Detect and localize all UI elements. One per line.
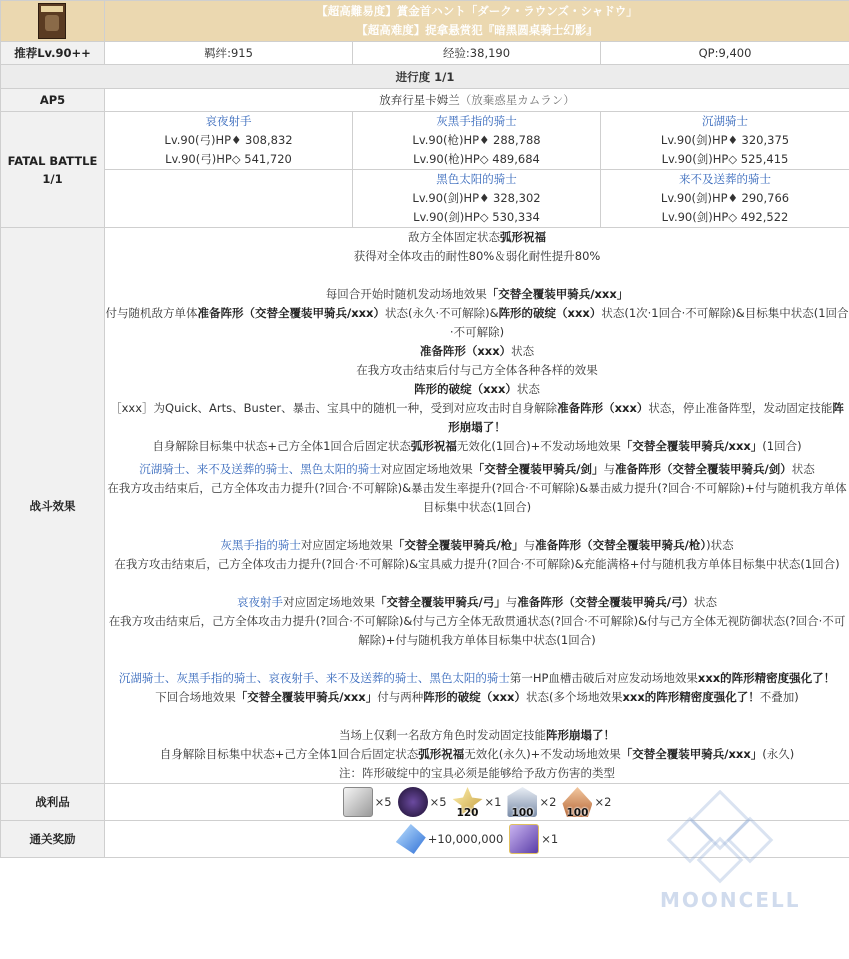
enemy-hp-line: Lv.90(剑)HP◇ 492,522 <box>661 210 789 224</box>
requirement-row <box>1 42 849 65</box>
loot-label: 战利品 <box>1 784 105 821</box>
enemy-link[interactable]: 灰黑手指的骑士 <box>220 538 301 552</box>
effect-line <box>105 688 849 707</box>
effect-line <box>105 593 849 612</box>
reward-item[interactable]: ×1 <box>509 824 558 854</box>
loot-item[interactable]: 100 ×2 <box>507 787 556 817</box>
effect-text: 敌方全体固定状态 <box>408 230 500 244</box>
effect-text: 付与两种 <box>377 690 424 704</box>
effect-line <box>105 228 849 247</box>
fatal-battle-title: FATAL BATTLE <box>7 153 98 168</box>
effects-content <box>105 228 849 784</box>
fatal-battle-count: 1/1 <box>42 171 63 186</box>
enemy-hp-line: Lv.90(弓)HP♦ 308,832 <box>164 133 293 147</box>
effect-line <box>105 726 849 745</box>
effect-text: 状态 <box>511 344 535 358</box>
reward-row <box>1 821 849 858</box>
silver-ornament-icon <box>343 787 373 817</box>
enemy-link[interactable]: 沉湖骑士、来不及送葬的骑士、黑色太阳的骑士 <box>139 462 381 476</box>
ap-label: AP5 <box>1 89 105 112</box>
effect-text: 自身解除目标集中状态+己方全体1回合后固定状态 <box>159 747 419 761</box>
effect-text: 状态(多个场地效果 <box>525 690 623 704</box>
effect-text: 当场上仅剩一名敌方角色时发动固定技能 <box>339 728 546 742</box>
craft-essence-card-icon <box>509 824 539 854</box>
effect-line <box>105 304 849 342</box>
enemy-name-link[interactable]: 来不及送葬的骑士 <box>679 172 771 186</box>
enemy-cell <box>601 170 849 228</box>
enemy-link[interactable]: 沉湖骑士、灰黑手指的骑士、哀夜射手、来不及送葬的骑士、黑色太阳的骑士 <box>118 671 510 685</box>
effect-keyword: 阵形的破绽（xxx） <box>423 690 526 704</box>
bond-value: 羁绊:915 <box>105 42 353 65</box>
enemy-name-link[interactable]: 黑色太阳的骑士 <box>436 172 517 186</box>
effect-text: 状态(永久·不可解除)& <box>384 306 499 320</box>
effect-text: 与 <box>505 595 518 609</box>
title-cn: 【超高难度】捉拿悬赏犯『暗黑圆桌骑士幻影』 <box>356 23 598 37</box>
qp-crystal-icon <box>396 824 426 854</box>
effect-line: 在我方攻击结束后，己方全体攻击力提升(?回合·不可解除)&宝具威力提升(?回合·不可解除)&充能满格+付与随机我方单体目标集中状态(1回合) <box>114 557 840 571</box>
effect-text: 状态(1次·1回合·不可解除)&目标集中状态(1回合·不可解除) <box>449 306 849 339</box>
enemy-hp-line: Lv.90(剑)HP◇ 530,334 <box>413 210 540 224</box>
empty-enemy-cell <box>105 170 353 228</box>
effect-keyword: 准备阵形（交替全覆装甲骑兵/弓） <box>517 595 694 609</box>
effect-line <box>105 669 849 688</box>
effect-keyword: 弧形祝福 <box>410 439 457 453</box>
effect-line <box>105 342 849 361</box>
effect-keyword: 「交替全覆装甲骑兵/弓」 <box>375 595 506 609</box>
qp-value: QP:9,400 <box>601 42 849 65</box>
effect-line: 在我方攻击结束后付与己方全体各种各样的效果 <box>356 363 598 377</box>
effect-text: 与 <box>603 462 615 476</box>
effect-text: ［xxx］为Quick、Arts、Buster、暴击、宝具中的随机一种，受到对应攻击时自身解除 <box>110 401 558 415</box>
stage-name-jp: （放棄惑星カムラン） <box>459 93 575 107</box>
recommended-level: 推荐Lv.90++ <box>1 42 105 65</box>
loot-item[interactable]: ×5 <box>343 787 392 817</box>
enemy-hp-line: Lv.90(枪)HP♦ 288,788 <box>412 133 541 147</box>
effect-line <box>105 399 849 437</box>
progress-row <box>1 65 849 89</box>
effect-keyword: xxx的阵形精密度强化了！ <box>622 690 760 704</box>
effect-text: 付与随机敌方单体 <box>105 306 198 320</box>
effect-keyword: 「交替全覆装甲骑兵/xxx」 <box>620 439 763 453</box>
effect-text: 对应固定场地效果 <box>283 595 376 609</box>
header-title-cell <box>105 1 849 42</box>
effect-text: 状态 <box>693 595 717 609</box>
enemy-cell <box>105 112 353 170</box>
effect-line: 在我方攻击结束后，己方全体攻击力提升(?回合·不可解除)&付与己方全体无敌贯通状态(?回合·不可解除)&付与己方全体无视防御状态(?回合·不可解除)+付与随机我方单体目标集中状态(1回合) <box>108 614 846 647</box>
enemy-name-link[interactable]: 哀夜射手 <box>205 114 252 128</box>
loot-item[interactable]: 120 ×1 <box>453 787 502 817</box>
effect-keyword: 准备阵形（交替全覆装甲骑兵/剑） <box>615 462 792 476</box>
enemy-hp-line: Lv.90(弓)HP◇ 541,720 <box>165 152 292 166</box>
effect-keyword: 「交替全覆装甲骑兵/剑」 <box>472 462 604 476</box>
gold-star-icon: 120 <box>453 787 483 817</box>
effect-line <box>105 460 849 479</box>
header-icon-cell <box>1 1 105 42</box>
effect-text: 状态 <box>791 462 815 476</box>
enemy-hp-line: Lv.90(剑)HP♦ 328,302 <box>412 191 541 205</box>
enemy-hp-line: Lv.90(剑)HP◇ 525,415 <box>661 152 789 166</box>
effect-text: 下回合场地效果 <box>155 690 236 704</box>
effect-keyword: 阵形的破绽（xxx） <box>498 306 602 320</box>
watermark-text: MOONCELL <box>660 888 801 912</box>
effect-line: 在我方攻击结束后，己方全体攻击力提升(?回合·不可解除)&暴击发生率提升(?回合·不可解除)&暴击威力提升(?回合·不可解除)+付与随机我方单体目标集中状态(1回合) <box>107 481 847 514</box>
effect-text: 无效化(1回合)+不发动场地效果 <box>456 439 621 453</box>
enemy-hp-line: Lv.90(剑)HP♦ 290,766 <box>660 191 790 205</box>
progress-label: 进行度 1/1 <box>1 65 849 89</box>
effect-keyword: 准备阵形（交替全覆装甲骑兵/xxx） <box>197 306 385 320</box>
effect-line: 注：阵形破绽中的宝具必须是能够给予敌方伤害的类型 <box>339 766 615 780</box>
effects-row <box>1 228 849 784</box>
effect-text: 状态，停止准备阵型，发动固定技能 <box>648 401 833 415</box>
enemy-link[interactable]: 哀夜射手 <box>237 595 284 609</box>
stage-name-cn: 放弃行星卡姆兰 <box>379 93 460 107</box>
effect-text: 不叠加) <box>759 690 799 704</box>
dark-orb-icon <box>398 787 428 817</box>
effect-text: (永久) <box>762 747 795 761</box>
effect-keyword: 阵形的破绽（xxx） <box>414 382 517 396</box>
header-row <box>1 1 849 42</box>
effect-text: 第一HP血槽击破后对应发动场地效果 <box>509 671 698 685</box>
effect-keyword: 「交替全覆装甲骑兵/xxx」 <box>620 747 763 761</box>
blue-crystal-house-icon: 100 <box>507 787 537 817</box>
battle-row-2 <box>1 170 849 228</box>
reward-items <box>105 821 849 858</box>
effect-text: )状态 <box>706 538 734 552</box>
effect-keyword: 阵形崩塌了！ <box>448 401 844 434</box>
effect-line <box>105 380 849 399</box>
effect-text: 每回合开始时随机发动场地效果 <box>325 287 487 301</box>
effect-text: 对应固定场地效果 <box>300 538 393 552</box>
effect-line: 获得对全体攻击的耐性80%＆弱化耐性提升80% <box>353 249 601 263</box>
enemy-cell <box>353 112 601 170</box>
effect-line <box>105 285 849 304</box>
effect-keyword: 「交替全覆装甲骑兵/xxx」 <box>235 690 378 704</box>
effect-text: 无效化(永久)+不发动场地效果 <box>464 747 621 761</box>
fatal-battle-label <box>1 112 105 228</box>
effect-keyword: xxx的阵形精密度强化了！ <box>697 671 836 685</box>
effect-keyword: 弧形祝福 <box>500 230 546 244</box>
loot-items <box>105 784 849 821</box>
loot-item[interactable]: ×5 <box>398 787 447 817</box>
exp-value: 经验:38,190 <box>353 42 601 65</box>
reward-item[interactable]: +10,000,000 <box>396 824 503 854</box>
effect-keyword: 阵形崩塌了！ <box>546 728 615 742</box>
effect-line <box>105 437 849 456</box>
battle-row-1 <box>1 112 849 170</box>
effect-keyword: 准备阵形（xxx） <box>557 401 649 415</box>
enemy-hp-line: Lv.90(枪)HP◇ 489,684 <box>413 152 540 166</box>
stage-name <box>105 89 849 112</box>
effects-label: 战斗效果 <box>1 228 105 784</box>
loot-item[interactable]: 100 ×2 <box>562 787 611 817</box>
reward-label: 通关奖励 <box>1 821 105 858</box>
effect-text: (1回合) <box>762 439 802 453</box>
effect-text: 状态 <box>516 382 540 396</box>
effect-text: 自身解除目标集中状态+己方全体1回合后固定状态 <box>152 439 411 453</box>
effect-keyword: 弧形祝福 <box>418 747 465 761</box>
enemy-name-link[interactable]: 灰黑手指的骑士 <box>436 114 517 128</box>
effect-text: 对应固定场地效果 <box>380 462 473 476</box>
enemy-cell <box>601 112 849 170</box>
title-jp: 【超高難易度】賞金首ハント「ダーク・ラウンズ・シャドウ」 <box>316 4 638 18</box>
effect-keyword: 准备阵形（xxx） <box>419 344 512 358</box>
effect-keyword: 准备阵形（交替全覆装甲骑兵/枪） <box>535 538 707 552</box>
enemy-name-link[interactable]: 沉湖骑士 <box>702 114 748 128</box>
wanted-poster-icon <box>38 3 66 39</box>
effect-keyword: 「交替全覆装甲骑兵/枪」 <box>392 538 524 552</box>
enemy-hp-line: Lv.90(剑)HP♦ 320,375 <box>660 133 790 147</box>
orange-shard-icon: 100 <box>562 787 592 817</box>
enemy-cell <box>353 170 601 228</box>
effect-text: 与 <box>523 538 536 552</box>
ap-row <box>1 89 849 112</box>
effect-line <box>105 745 849 764</box>
effect-keyword: 「交替全覆装甲骑兵/xxx」 <box>486 287 629 301</box>
loot-row <box>1 784 849 821</box>
effect-line <box>105 536 849 555</box>
